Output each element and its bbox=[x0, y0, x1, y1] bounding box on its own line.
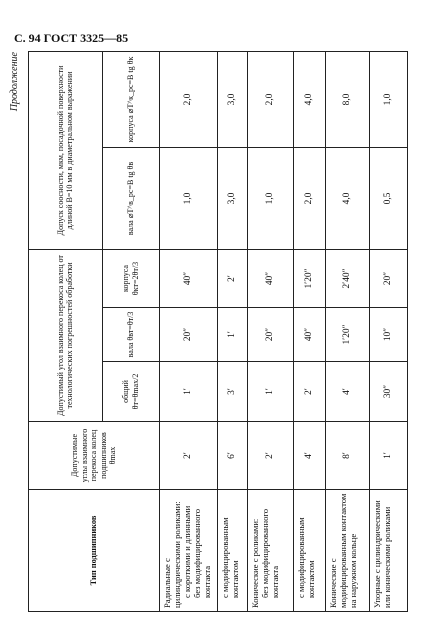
cell-tol-shaft: 1,0 bbox=[247, 147, 293, 249]
cell-housing: 1′20″ bbox=[294, 249, 326, 307]
cell-shaft: 20″ bbox=[247, 308, 293, 362]
row-label bbox=[370, 490, 408, 612]
cell-shaft: 1′20″ bbox=[325, 308, 369, 362]
col-tol-housing-header: корпуса ⌀T^к_рс=B tg θк bbox=[102, 51, 159, 147]
section-radial: Радиальные с цилиндрическими роликами: bbox=[161, 501, 182, 608]
cell-tol-shaft: 1,0 bbox=[159, 147, 218, 249]
row-label bbox=[218, 490, 248, 612]
col-shaft-header: вала θвт=θт/3 bbox=[102, 308, 159, 362]
cell-tol-housing: 2,0 bbox=[159, 51, 218, 147]
cell-shaft: 40″ bbox=[294, 308, 326, 362]
cell-tol-housing: 3,0 bbox=[218, 51, 248, 147]
cell-shaft: 20″ bbox=[159, 308, 218, 362]
continuation-label: Продолжение bbox=[9, 52, 20, 112]
col-tol-shaft-header: вала ⌀T^в_рс=B tg θв bbox=[102, 147, 159, 249]
cell-max: 6′ bbox=[218, 422, 248, 490]
table-row bbox=[370, 51, 408, 611]
cell-housing: 20″ bbox=[370, 249, 408, 307]
row-label bbox=[294, 490, 326, 612]
cell-max: 8′ bbox=[325, 422, 369, 490]
cell-housing: 40″ bbox=[247, 249, 293, 307]
cell-max: 1′ bbox=[370, 422, 408, 490]
cell-shaft: 1′ bbox=[218, 308, 248, 362]
cell-housing: 2′40″ bbox=[325, 249, 369, 307]
rotated-table-area bbox=[9, 52, 408, 612]
section-conical: Конические с роликами: bbox=[249, 518, 260, 608]
col-allowed-angle-header: Допустимые углы взаимного перекоса колец подшипников θmax bbox=[29, 422, 160, 490]
row-label bbox=[159, 490, 218, 612]
cell-max: 2′ bbox=[247, 422, 293, 490]
cell-shaft: 10″ bbox=[370, 308, 408, 362]
section-thrust: Упорные с цилиндрическими или коническими роликами bbox=[372, 500, 393, 608]
cell-tol-housing: 8,0 bbox=[325, 51, 369, 147]
table-row bbox=[294, 51, 326, 611]
table-row bbox=[247, 51, 293, 611]
cell-tol-housing: 1,0 bbox=[370, 51, 408, 147]
row-label-text: с модифицированным контактом bbox=[296, 517, 317, 598]
cell-tol-housing: 4,0 bbox=[294, 51, 326, 147]
table-row bbox=[218, 51, 248, 611]
page-header: С. 94 ГОСТ 3325—85 bbox=[14, 31, 129, 45]
row-label bbox=[325, 490, 369, 612]
cell-common: 2′ bbox=[294, 362, 326, 422]
cell-tol-housing: 2,0 bbox=[247, 51, 293, 147]
cell-tol-shaft: 2,0 bbox=[294, 147, 326, 249]
col-type-header: Тип подшипников bbox=[29, 490, 160, 612]
table-row bbox=[325, 51, 369, 611]
cell-tol-shaft: 3,0 bbox=[218, 147, 248, 249]
row-label-text: с короткими и длинными без модифицированного контакта bbox=[181, 505, 213, 598]
row-label-text: без модифицированного контакта bbox=[259, 508, 281, 598]
cell-common: 30″ bbox=[370, 362, 408, 422]
cell-max: 2′ bbox=[159, 422, 218, 490]
table-row bbox=[159, 51, 218, 611]
cell-common: 3′ bbox=[218, 362, 248, 422]
row-label bbox=[247, 490, 293, 612]
cell-housing: 40″ bbox=[159, 249, 218, 307]
cell-housing: 2′ bbox=[218, 249, 248, 307]
cell-tol-shaft: 4,0 bbox=[325, 147, 369, 249]
cell-max: 4′ bbox=[294, 422, 326, 490]
col-housing-header: корпуса θкт=2θт/3 bbox=[102, 249, 159, 307]
section-conical-mod: Конические с модифицированным контактом на наружном кольце bbox=[327, 493, 359, 608]
cell-tol-shaft: 0,5 bbox=[370, 147, 408, 249]
col-tolerance-group-header: Допуск соосности, мкм, посадочной поверхности длиной B=10 мм в диаметральном выражении bbox=[29, 51, 103, 249]
col-common-header: общий θт=θmax/2 bbox=[102, 362, 159, 422]
cell-common: 4′ bbox=[325, 362, 369, 422]
col-tech-group-header: Допустимый угол взаимного перекоса колец от технологических погрешностей обработки bbox=[29, 249, 103, 421]
row-label-text: с модифицированным контактом bbox=[220, 517, 241, 598]
cell-common: 1′ bbox=[247, 362, 293, 422]
cell-common: 1′ bbox=[159, 362, 218, 422]
tolerance-table bbox=[28, 51, 408, 612]
